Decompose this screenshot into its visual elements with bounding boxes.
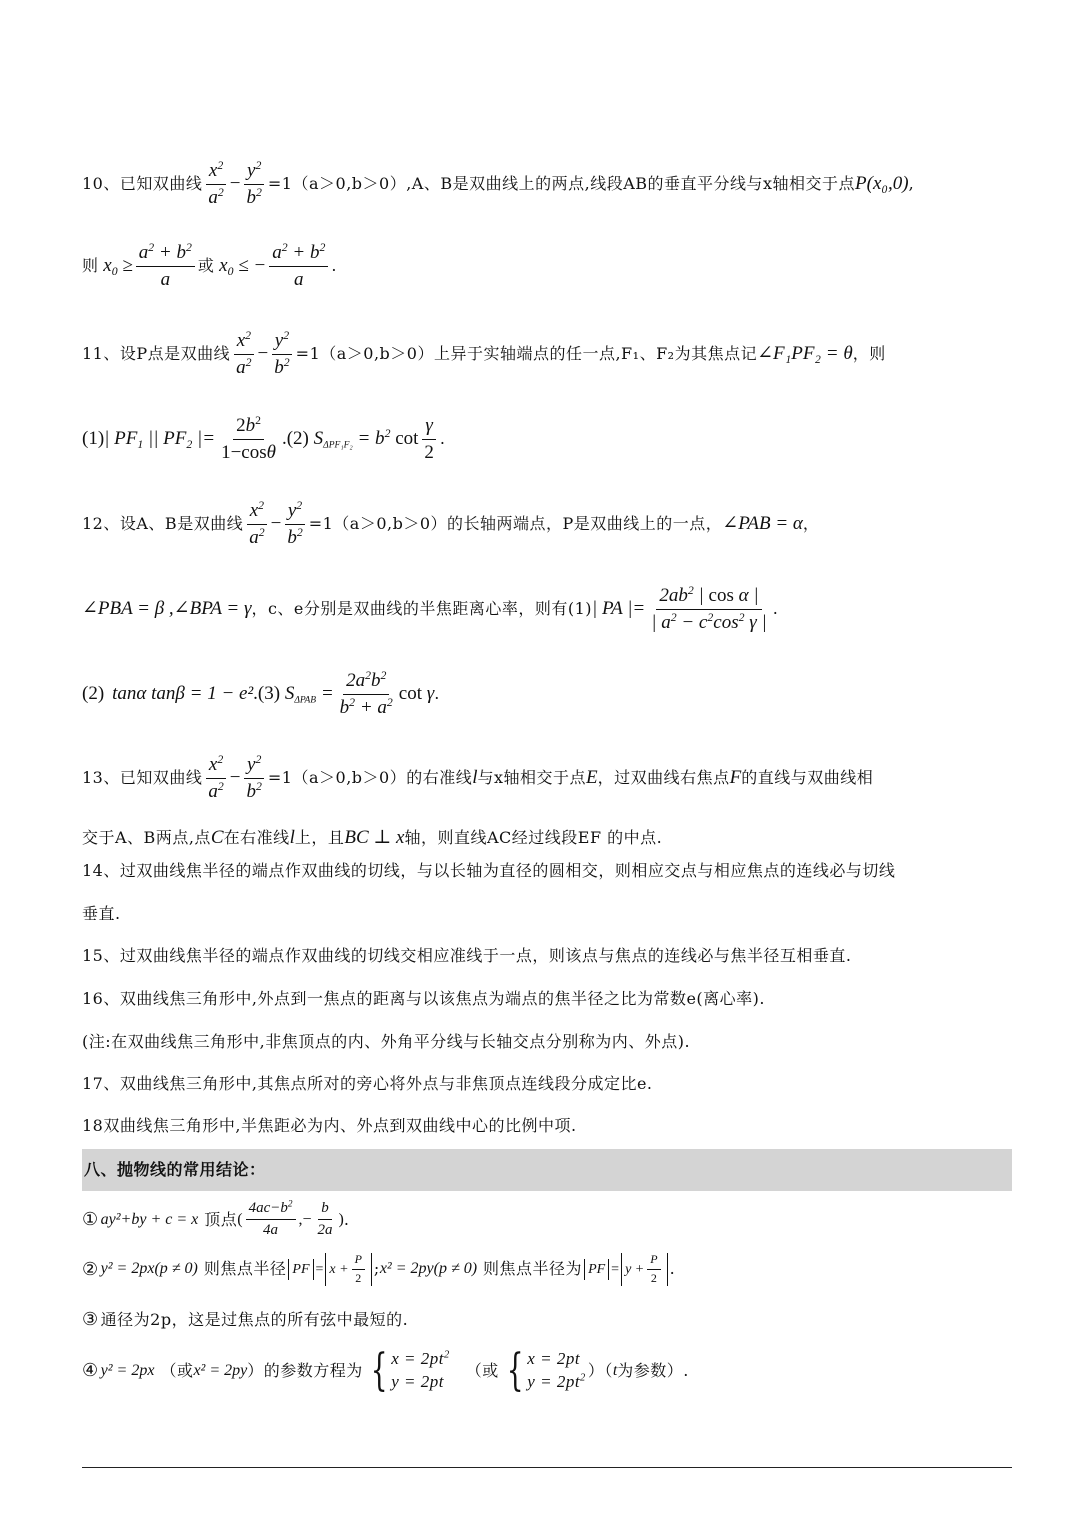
item-15 [82, 944, 851, 968]
text: 通径为2p，这是过焦点的所有弦中最短的. [100, 1309, 409, 1329]
text: 为参数）. [617, 1360, 689, 1380]
item-18 [82, 1114, 577, 1138]
text: 垂直. [82, 904, 121, 923]
text: 上，且 [294, 828, 345, 848]
text: (2) [82, 683, 105, 705]
text: ，过双曲线右焦点 [597, 768, 730, 788]
text: 则焦点半径为 [483, 1259, 583, 1279]
text: . [669, 1259, 676, 1279]
text: 在右准线 [223, 828, 290, 848]
text: 17、双曲线焦三角形中,其焦点所对的旁心将外点与非焦顶点连线段分成定比e. [82, 1074, 653, 1093]
circled-number: ④ [82, 1360, 99, 1382]
text: 设P点是双曲线 [119, 344, 231, 364]
text: 交于A、B两点,点 [82, 828, 211, 848]
item-11-line-1 [82, 330, 886, 379]
fraction: $\frac{x^2}{a^2}$ [246, 500, 267, 549]
minus-sign: − [302, 1210, 312, 1228]
text: 设A、B是双曲线 [119, 514, 244, 534]
fraction: $\frac{2a^2b^2}{b^2 + a^2}$ [339, 668, 393, 718]
math: $S_{\Delta PF_1F_2} = b^2$ cot [308, 427, 419, 451]
text: 18双曲线焦三角形中,半焦距必为内、外点到双曲线中心的比例中项. [82, 1116, 577, 1135]
note [82, 1030, 690, 1054]
parabola-conclusion-4 [82, 1344, 689, 1396]
math: C [210, 827, 224, 848]
math: $x_0$ ≥ [98, 255, 133, 279]
text: . [343, 1209, 350, 1229]
text: 已知双曲线 [119, 768, 203, 788]
text: =1（a＞0,b＞0）上异于实轴端点的任一点,F₁、F₂为其焦点记 [295, 344, 758, 364]
math: $x_0$ ≤ − [214, 255, 267, 279]
item-12-line-2 [82, 585, 778, 634]
item-11-line-2 [82, 415, 446, 464]
item-10-line-1 [82, 160, 914, 209]
fraction: $\frac{4ac-b^2}{4a}$ [246, 1200, 296, 1240]
absolute-value: PF [584, 1259, 609, 1280]
item-16 [82, 987, 765, 1011]
absolute-value: x + $\frac{P}{2}$ [325, 1253, 372, 1286]
math: BC ⊥ x [344, 827, 405, 848]
text: 顶点 [204, 1209, 238, 1229]
footer-rule [82, 1467, 1012, 1468]
circled-number: ① [82, 1209, 99, 1231]
text: ; [373, 1259, 380, 1279]
text: ）（ [587, 1360, 613, 1380]
fraction: $\frac{a^2 + b^2}{a}$ [136, 242, 195, 291]
circled-number: ② [82, 1258, 99, 1280]
math: ∠PBA = β ,∠BPA = γ [82, 598, 252, 620]
item-12-line-1 [82, 500, 819, 549]
text: 14、过双曲线焦半径的端点作双曲线的切线，与以长轴为直径的圆相交，则相应交点与相应焦点的连线必与切线 [82, 861, 896, 880]
math: $S_{\Delta PAB}$ = [280, 683, 334, 706]
text: =1（a＞0,b＞0）的右准线 [267, 768, 473, 788]
item-17 [82, 1072, 653, 1096]
text: ，则 [852, 344, 886, 364]
text: （或 [465, 1360, 499, 1380]
text: . [331, 256, 337, 276]
text: 与x轴相交于点 [477, 768, 587, 788]
text: .(3) [253, 683, 281, 705]
item-13-line-2 [82, 824, 662, 853]
text: . [772, 599, 779, 619]
circled-number: ③ [82, 1309, 99, 1330]
text: （或 [160, 1360, 194, 1380]
equals-sign: = [611, 1261, 620, 1277]
math: ∠F₁PF₂ = θ [757, 343, 853, 365]
section-header [82, 1149, 1012, 1191]
parabola-conclusion-3 [82, 1306, 408, 1333]
math: x² = 2py(p ≠ 0) [379, 1260, 478, 1278]
text: 轴，则直线AC经过线段EF 的中点. [404, 828, 663, 848]
text: 16、双曲线焦三角形中,外点到一焦点的距离与以该焦点为端点的焦半径之比为常数e(离心率). [82, 989, 765, 1008]
math: P(x₀,0) [855, 173, 909, 195]
text: 则 [82, 256, 99, 276]
item-number: 13、 [82, 768, 120, 788]
math: l [472, 767, 478, 789]
fraction: $\frac{y^2}{b^2}$ [244, 754, 265, 803]
text: 15、过双曲线焦半径的端点作双曲线的切线交相应准线于一点，则该点与焦点的连线必与焦半径互相垂直. [82, 946, 852, 965]
item-12-line-3 [82, 670, 440, 719]
text: ， [802, 514, 820, 534]
parabola-conclusion-1 [82, 1200, 349, 1240]
fraction: $\frac{2ab^2 | \cos \alpha |}{| a^2 - c^2\cos^2 \gamma |}$ [651, 583, 767, 633]
paren: ( [237, 1210, 243, 1228]
math: y² = 2px [100, 1361, 155, 1379]
fraction: $\frac{\gamma}{2}$ [424, 415, 434, 463]
parametric-system: { $x = 2pt^2$ y = 2pt [370, 1344, 450, 1396]
text: =1（a＞0,b＞0）的长轴两端点，P是双曲线上的一点， [308, 514, 723, 534]
text: 已知双曲线 [119, 174, 203, 194]
math: F [729, 767, 742, 789]
text: (注:在双曲线焦三角形中,非焦顶点的内、外角平分线与长轴交点分别称为内、外点). [82, 1032, 691, 1051]
minus-sign: − [257, 343, 269, 365]
absolute-value: y + $\frac{P}{2}$ [621, 1253, 668, 1286]
text: =1（a＞0,b＞0）,A、B是双曲线上的两点,线段AB的垂直平分线与x轴相交于点 [267, 174, 856, 194]
fraction: $\frac{x^2}{a^2}$ [205, 754, 226, 803]
text: .(2) [281, 428, 309, 450]
minus-sign: − [270, 513, 282, 535]
item-14-line-1 [82, 859, 895, 883]
text: 则焦点半径 [203, 1259, 287, 1279]
item-number: 10、 [82, 174, 120, 194]
fraction: $\frac{x^2}{a^2}$ [233, 330, 254, 379]
math: cot γ [398, 683, 435, 705]
text: 或 [197, 256, 215, 276]
item-10-line-2 [82, 242, 337, 291]
text: . [439, 429, 446, 449]
section-title: 八、抛物线的常用结论： [84, 1160, 266, 1179]
fraction: $\frac{y^2}{b^2}$ [284, 500, 305, 549]
item-13-line-1 [82, 754, 873, 803]
absolute-value: PF [288, 1259, 313, 1280]
parametric-system: { x = 2pt $y = 2pt^2$ [506, 1344, 586, 1396]
fraction: $\frac{2b^2}{1-\cos\theta}$ [221, 413, 276, 463]
text: . [434, 684, 440, 704]
minus-sign: − [229, 767, 241, 789]
math: E [586, 767, 598, 789]
item-14-line-2 [82, 902, 121, 926]
text: , [908, 174, 915, 194]
math: y² = 2px(p ≠ 0) [100, 1260, 198, 1278]
equals-sign: = [315, 1261, 324, 1277]
paren: ) [338, 1210, 344, 1228]
fraction: $\frac{a^2 + b^2}{a}$ [269, 242, 328, 291]
math: | $PF_1$ || $PF_2$ |= [104, 428, 216, 452]
parabola-conclusion-2 [82, 1253, 675, 1286]
minus-sign: − [229, 173, 241, 195]
fraction: $\frac{b}{2a}$ [317, 1200, 333, 1239]
comma: , [298, 1210, 303, 1228]
text: ）的参数方程为 [247, 1360, 363, 1380]
math: l [289, 827, 295, 848]
fraction: $\frac{x^2}{a^2}$ [205, 160, 226, 209]
math: t [612, 1361, 618, 1379]
text: (1) [82, 428, 105, 450]
math: tanα tanβ = 1 − e² [112, 683, 254, 705]
math: | PA |= [592, 598, 646, 620]
item-number: 12、 [82, 514, 120, 534]
fraction: $\frac{y^2}{b^2}$ [244, 160, 265, 209]
math: ∠PAB = α [722, 513, 803, 535]
text: 的直线与双曲线相 [741, 768, 874, 788]
math: ay²+by + c = x [100, 1210, 199, 1228]
fraction: $\frac{y^2}{b^2}$ [271, 330, 292, 379]
item-number: 11、 [82, 344, 120, 364]
text: ，c、e分别是双曲线的半焦距离心率，则有(1) [251, 599, 593, 619]
math: x² = 2py [193, 1361, 248, 1379]
